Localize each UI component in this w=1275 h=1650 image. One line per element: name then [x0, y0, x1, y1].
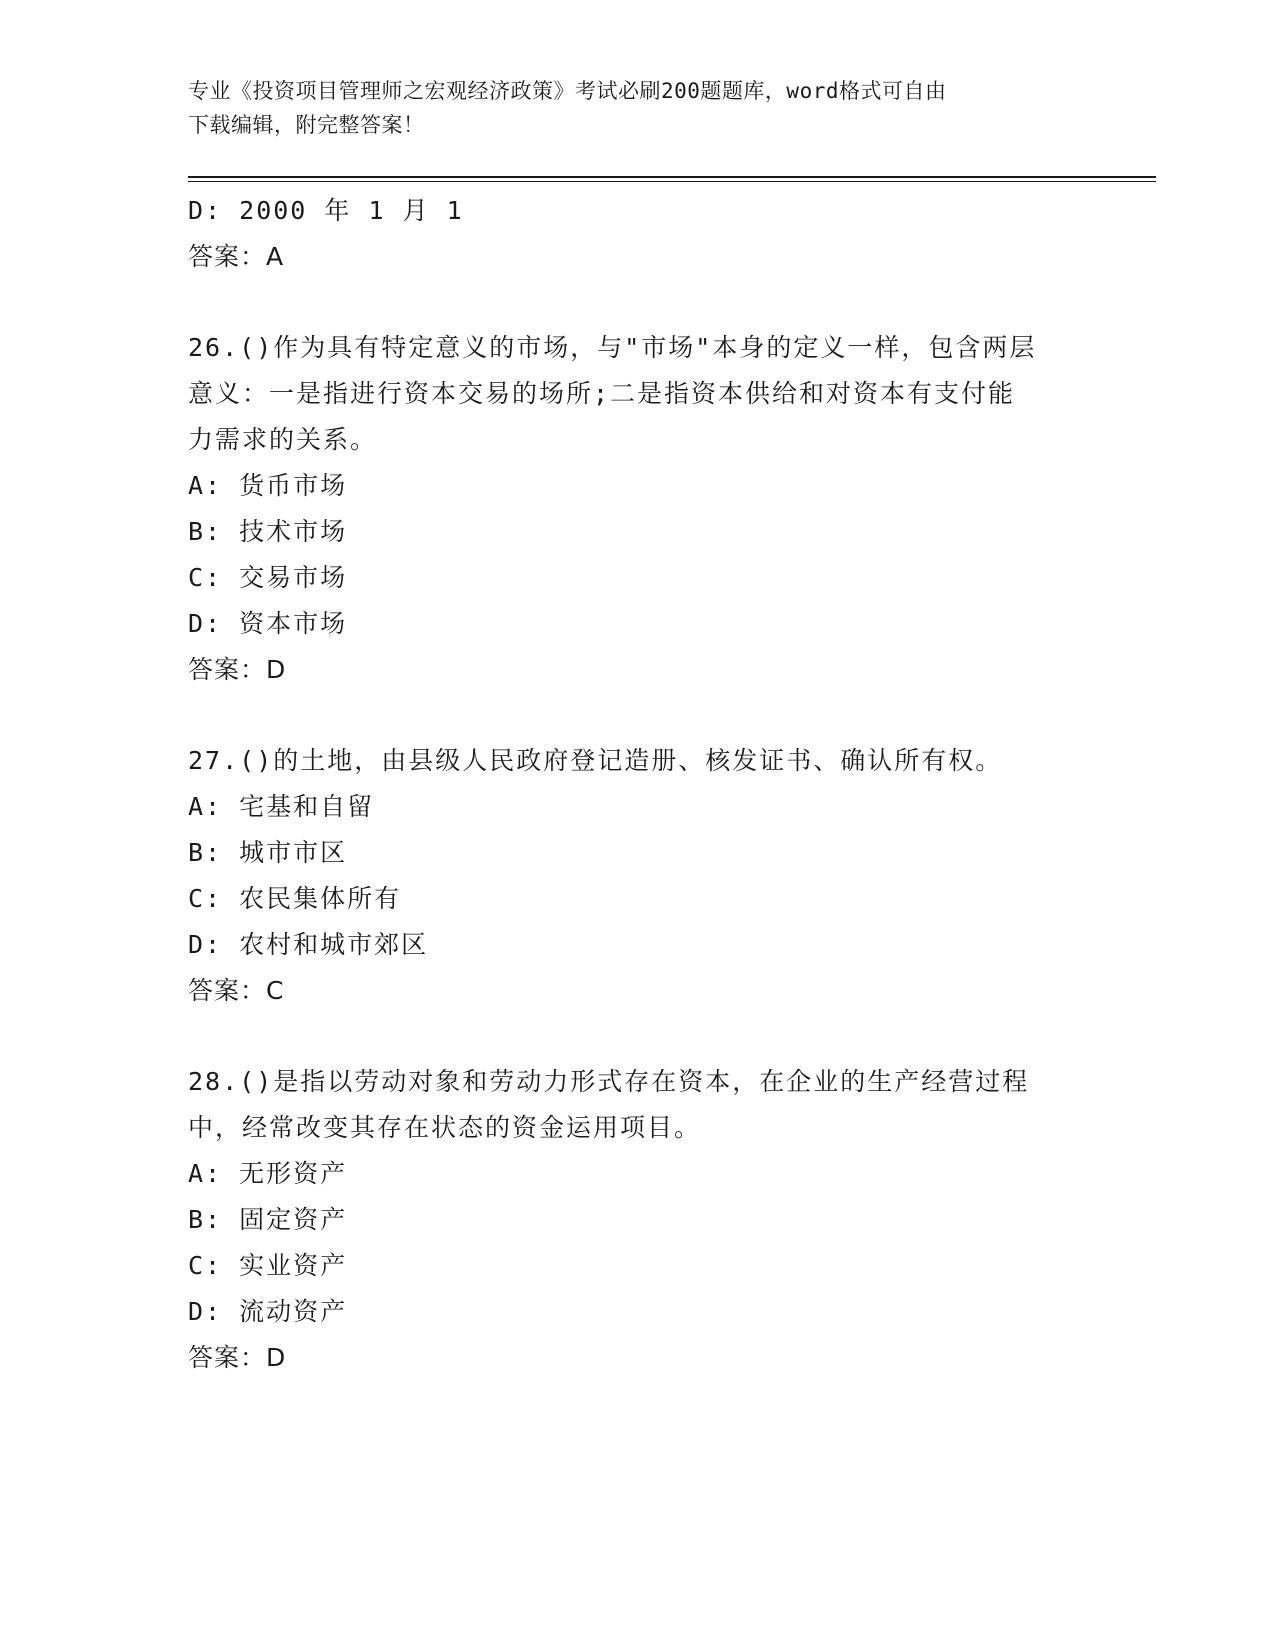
question-28-answer: 答案：D [188, 1343, 287, 1372]
question-26-line-2: 意义：一是指进行资本交易的场所;二是指资本供给和对资本有支付能 [188, 379, 1016, 408]
page-header [188, 74, 1068, 142]
spacer [188, 280, 1088, 325]
spacer [188, 693, 1088, 738]
header-divider-thick [188, 176, 1156, 178]
question-27-option-b: B: 城市市区 [188, 838, 348, 867]
question-28-option-d: D: 流动资产 [188, 1297, 348, 1326]
question-27-option-d: D: 农村和城市郊区 [188, 930, 429, 959]
question-26 [188, 325, 1088, 693]
question-28-line-2: 中，经常改变其存在状态的资金运用项目。 [188, 1113, 702, 1142]
question-26-line-3: 力需求的关系。 [188, 425, 378, 454]
question-26-line-1: 26.()作为具有特定意义的市场，与"市场"本身的定义一样，包含两层 [188, 333, 1037, 362]
question-26-option-d: D: 资本市场 [188, 609, 348, 638]
question-27-line-1: 27.()的土地，由县级人民政府登记造册、核发证书、确认所有权。 [188, 746, 1003, 775]
prev-option-d: D: 2000 年 1 月 1 [188, 196, 464, 225]
question-26-option-a: A: 货币市场 [188, 471, 348, 500]
question-28-option-a: A: 无形资产 [188, 1159, 348, 1188]
question-27-option-c: C: 农民集体所有 [188, 884, 402, 913]
header-line-2: 下载编辑，附完整答案！ [188, 113, 425, 137]
question-26-answer: 答案：D [188, 655, 287, 684]
question-26-option-b: B: 技术市场 [188, 517, 348, 546]
spacer [188, 1014, 1088, 1059]
question-27 [188, 738, 1088, 1014]
question-28-line-1: 28.()是指以劳动对象和劳动力形式存在资本，在企业的生产经营过程 [188, 1067, 1030, 1096]
question-26-option-c: C: 交易市场 [188, 563, 348, 592]
header-line-1: 专业《投资项目管理师之宏观经济政策》考试必刷200题题库，word格式可自由 [188, 79, 947, 103]
header-divider-thin [188, 181, 1156, 182]
question-27-option-a: A: 宅基和自留 [188, 792, 375, 821]
question-27-answer: 答案：C [188, 976, 285, 1005]
prev-answer: 答案：A [188, 242, 285, 271]
question-28-option-b: B: 固定资产 [188, 1205, 348, 1234]
question-content [188, 188, 1088, 1381]
question-28-option-c: C: 实业资产 [188, 1251, 348, 1280]
question-28 [188, 1059, 1088, 1381]
